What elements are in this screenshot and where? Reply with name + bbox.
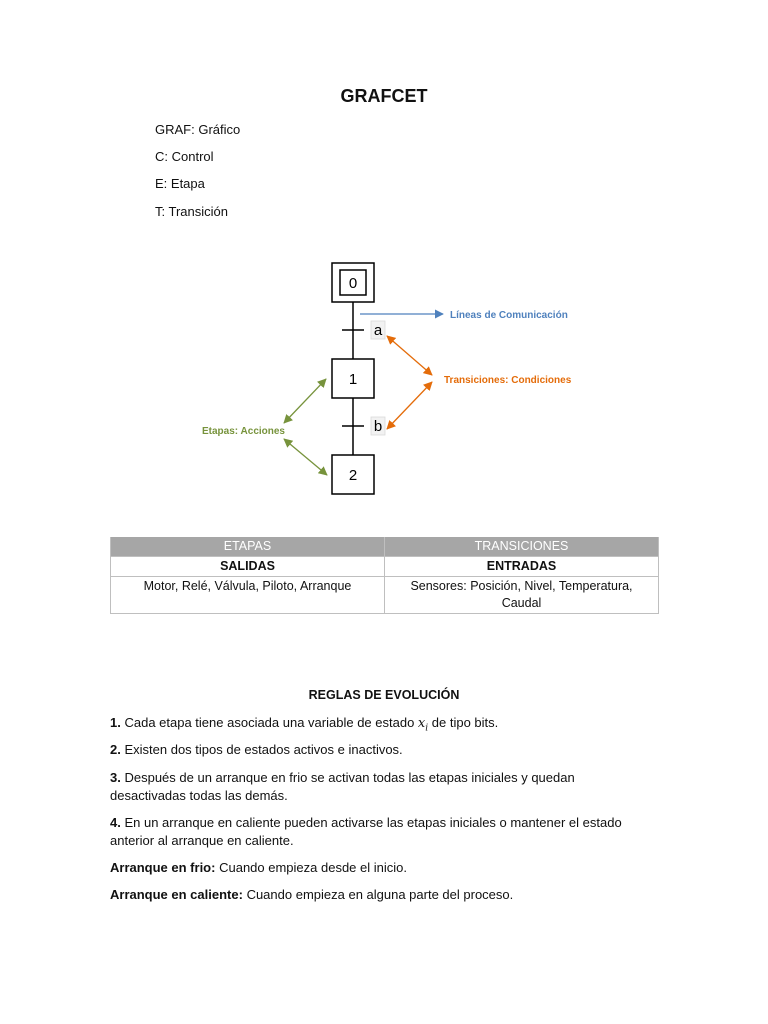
definition-control: C: Control — [155, 149, 214, 164]
rule-1-text: Cada etapa tiene asociada una variable de estado — [124, 715, 415, 730]
transition-b-label: b — [373, 418, 383, 435]
hot-start-label: Arranque en caliente: — [110, 887, 243, 902]
rule-3-text: Después de un arranque en frio se activan todas las etapas iniciales y quedan desactivadas todas las demás. — [110, 770, 575, 803]
step-1 — [332, 359, 374, 398]
step-arrow-1 — [284, 379, 326, 423]
header-transiciones: TRANSICIONES — [385, 537, 659, 557]
definition-graf: GRAF: Gráfico — [155, 122, 241, 137]
transitions-label: Transiciones: Condiciones — [444, 375, 572, 386]
rule-3-number: 3. — [110, 770, 121, 785]
rule-2-number: 2. — [110, 742, 121, 757]
rule-3 — [110, 769, 650, 805]
definition-etapa: E: Etapa — [155, 176, 205, 191]
rule-1-number: 1. — [110, 715, 121, 730]
steps-label: Etapas: Acciones — [202, 426, 285, 437]
rule-1-text-end: de tipo bits. — [431, 715, 499, 730]
rule-2-text: Existen dos tipos de estados activos e inactivos. — [124, 742, 403, 757]
step-1-label: 1 — [348, 371, 358, 388]
cell-salidas: Motor, Relé, Válvula, Piloto, Arranque — [111, 577, 385, 614]
cold-start-text: Cuando empieza desde el inicio. — [219, 860, 407, 875]
page-title: GRAFCET — [340, 86, 428, 106]
header-etapas: ETAPAS — [111, 537, 385, 557]
hot-start-text: Cuando empieza en alguna parte del proceso. — [246, 887, 514, 902]
cold-start-definition — [110, 859, 650, 877]
cold-start-label: Arranque en frio: — [110, 860, 216, 875]
transition-a-label: a — [373, 322, 383, 339]
rule-4 — [110, 814, 650, 850]
transition-arrow-b — [387, 382, 432, 429]
rules-title: REGLAS DE EVOLUCIÓN — [308, 688, 460, 702]
step-2 — [332, 455, 374, 494]
communication-label: Líneas de Comunicación — [450, 310, 568, 321]
rule-4-text: En un arranque en caliente pueden activarse las etapas iniciales o mantener el estado anterior al arranque en caliente. — [110, 815, 622, 848]
step-arrow-2 — [284, 439, 327, 475]
step-0 — [332, 263, 374, 302]
hot-start-definition — [110, 886, 650, 904]
cell-entradas: Sensores: Posición, Nivel, Temperatura, Caudal — [385, 577, 659, 614]
rule-2 — [110, 741, 650, 759]
transition-arrow-a — [387, 336, 432, 375]
rule-4-number: 4. — [110, 815, 121, 830]
etapas-transiciones-table — [110, 537, 659, 614]
state-variable: $x_i$ — [417, 716, 429, 734]
subheader-entradas: ENTRADAS — [385, 557, 659, 577]
step-0-label: 0 — [348, 275, 358, 292]
subheader-salidas: SALIDAS — [111, 557, 385, 577]
definition-transicion: T: Transición — [155, 204, 228, 219]
rule-1 — [110, 714, 650, 738]
step-2-label: 2 — [348, 467, 358, 484]
